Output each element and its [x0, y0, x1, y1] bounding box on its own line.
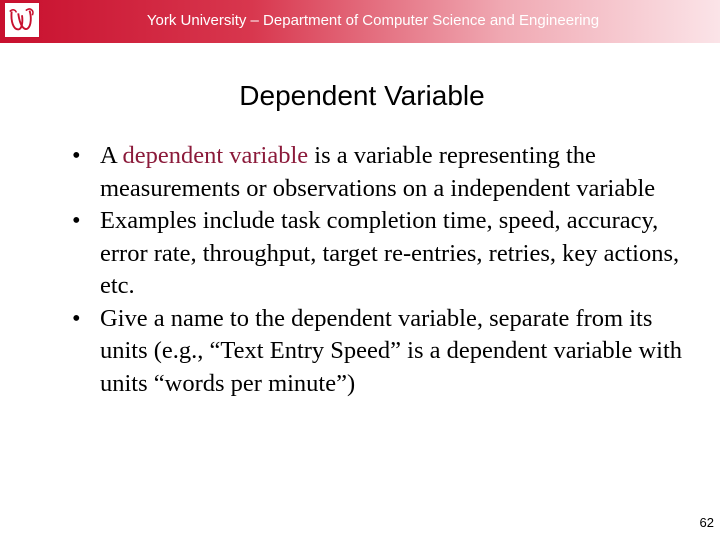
bullet-list — [72, 140, 692, 400]
bullet-dot-icon: • — [72, 304, 81, 332]
slide-title: Dependent Variable — [239, 80, 485, 111]
bullet-dot-icon: • — [72, 207, 81, 234]
highlighted-term: dependent variable — [122, 142, 309, 169]
bullet-item — [72, 205, 692, 303]
bullet-text: is a variable representing the measurements or observations on a independent variable — [100, 142, 656, 202]
header-title: York University – Department of Computer Science and Engineering — [146, 12, 600, 29]
bullet-item — [72, 140, 692, 205]
page-number: 62 — [699, 515, 714, 530]
bullet-text: Examples include task completion time, speed, accuracy, error rate, throughput, target re-entries, retries, key actions, etc. — [100, 207, 680, 299]
header-bar — [0, 0, 720, 43]
bullet-item — [72, 303, 692, 401]
bullet-dot-icon: • — [72, 142, 81, 169]
bullet-text: Give a name to the dependent variable, separate from its units (e.g., “Text Entry Speed” is a dependent variable with units “words per minute”) — [100, 304, 683, 397]
bullet-prefix: A — [100, 142, 123, 169]
